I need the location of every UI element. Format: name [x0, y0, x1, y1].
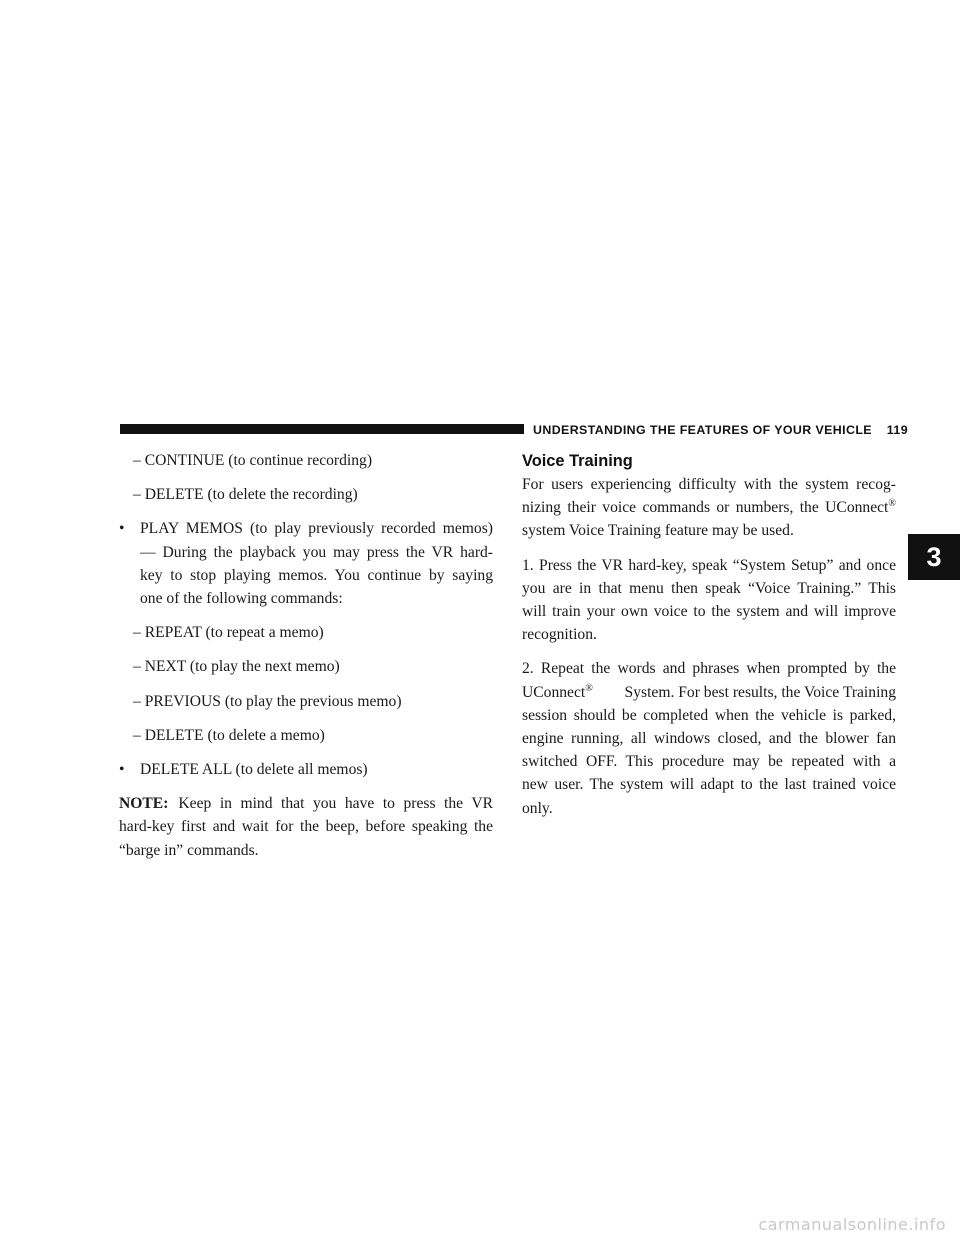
step-2-line: switched OFF. This procedure may be repeated with a — [522, 753, 896, 771]
step-1-line: 1. Press the VR hard-key, speak “System Setup” and once — [522, 556, 896, 574]
sub-item-continue: – CONTINUE (to continue recording) — [133, 452, 373, 469]
section-heading: Voice Training — [522, 452, 633, 470]
sub-item-delete-recording: – DELETE (to delete the recording) — [133, 486, 358, 504]
step-2-line: engine running, all windows closed, and the blower fan — [522, 730, 896, 748]
page-number: 119 — [886, 423, 908, 437]
bullet-icon: • — [119, 761, 125, 779]
play-memos-line: PLAY MEMOS (to play previously recorded memos) — [140, 520, 493, 538]
watermark: carmanualsonline.info — [758, 1215, 946, 1234]
bullet-play-memos — [119, 517, 493, 610]
step-1-line: will train your own voice to the system and will improve — [522, 603, 896, 621]
step-1-line: you are in that menu then speak “Voice Training.” This — [522, 579, 896, 597]
note-label: NOTE: — [119, 795, 169, 813]
note-line: “barge in” commands. — [119, 841, 259, 859]
intro-paragraph — [522, 473, 896, 543]
sub-item-previous: – PREVIOUS (to play the previous memo) — [133, 692, 402, 710]
sub-item-delete-memo: – DELETE (to delete a memo) — [133, 726, 325, 744]
note-line: hard-key first and wait for the beep, before speaking the — [119, 818, 493, 836]
play-memos-line: — During the playback you may press the VR hard- — [140, 543, 493, 561]
note-block — [119, 792, 493, 862]
left-column — [119, 449, 493, 862]
intro-line: system Voice Training feature may be used. — [522, 522, 794, 540]
running-header — [533, 421, 908, 439]
trademark-symbol: ® — [585, 682, 593, 694]
header-title: UNDERSTANDING THE FEATURES OF YOUR VEHICLE — [533, 423, 872, 437]
chapter-tab: 3 — [908, 534, 960, 580]
step-2-line: session should be completed when the vehicle is parked, — [522, 706, 896, 724]
step-2-line: UConnect® System. For best results, the Voice Training — [522, 682, 896, 701]
bullet-icon: • — [119, 520, 125, 538]
step-2-line: new user. The system will adapt to the last trained voice — [522, 776, 896, 794]
sub-item-next: – NEXT (to play the next memo) — [133, 658, 340, 676]
play-memos-line: one of the following commands: — [140, 590, 343, 608]
play-memos-line: key to stop playing memos. You continue by saying — [140, 566, 493, 584]
step-1-line: recognition. — [522, 626, 597, 644]
sub-item-repeat: – REPEAT (to repeat a memo) — [133, 624, 324, 642]
trademark-symbol: ® — [888, 498, 896, 510]
intro-line: nizing their voice commands or numbers, the UConnect® — [522, 498, 896, 517]
step-2-line: only. — [522, 799, 553, 817]
right-column — [522, 449, 896, 831]
step-2-line: 2. Repeat the words and phrases when prompted by the — [522, 660, 896, 678]
bullet-delete-all — [119, 758, 493, 781]
intro-line: For users experiencing difficulty with the system recog- — [522, 476, 896, 493]
note-line — [119, 792, 493, 815]
header-rule — [120, 424, 524, 434]
delete-all-text: DELETE ALL (to delete all memos) — [140, 761, 368, 779]
step-1-paragraph — [522, 554, 896, 647]
step-2-paragraph — [522, 657, 896, 819]
note-text: Keep in mind that you have to press the VR — [178, 795, 493, 813]
